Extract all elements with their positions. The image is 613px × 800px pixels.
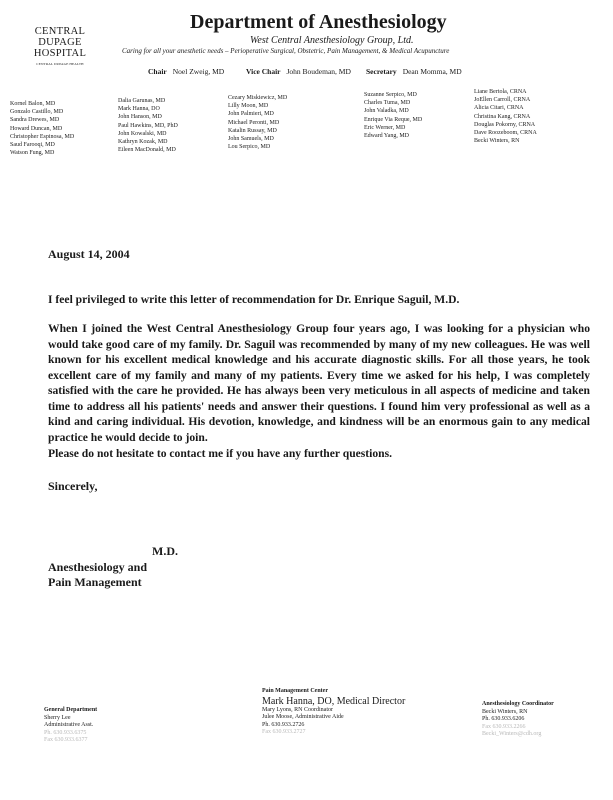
roster-column-5 bbox=[474, 88, 537, 145]
footer-pain-management bbox=[262, 688, 405, 737]
roster-name: Kathryn Kozak, MD bbox=[118, 139, 168, 146]
roster-name: Katalin Russay, MD bbox=[228, 127, 277, 134]
signature-department-line-1: Anesthesiology and bbox=[48, 560, 148, 574]
signature-department-line-2: Pain Management bbox=[48, 575, 142, 589]
roster-name: Dave Roozeboom, CRNA bbox=[474, 130, 537, 137]
group-name: West Central Anesthesiology Group, Ltd. bbox=[250, 35, 414, 46]
roster-name: Sandra Drewes, MD bbox=[10, 117, 60, 124]
footer-general-role: Administrative Asst. bbox=[44, 722, 94, 728]
roster-name: Michael Peronti, MD bbox=[228, 119, 280, 126]
logo-line-1: CENTRAL bbox=[34, 26, 86, 37]
roster-column-4 bbox=[364, 91, 422, 140]
department-title: Department of Anesthesiology bbox=[190, 11, 447, 33]
roster-name: John Palmieri, MD bbox=[228, 111, 274, 118]
body-paragraph: When I joined the West Central Anesthesiology Group four years ago, I was looking for a physician who would take good care of my family. Dr. Saguil was recommended by many of my new colleagues. He was well known for his excellent medical knowledge and his accurate diagnostic skills. For all those years, he took excellent care of my family and many of my patients. Every time we asked for his help, I was completely satisfied with the care he provided. He has always been very meticulous in all aspects of medicine and taken time to address all his patients' needs and answer their questions. I found him very professional as well as a kind and caring individual. His devotion, knowledge, and kindness will be an enormous gain to any medical practice he would decide to join. bbox=[48, 322, 590, 444]
hospital-logo bbox=[14, 26, 106, 67]
roster-name: Douglas Pokorny, CRNA bbox=[474, 121, 536, 128]
footer-anesthesia-fax: Fax 630.933.2266 bbox=[482, 723, 526, 730]
chair-label: Chair bbox=[148, 67, 167, 76]
footer-general-fax: Fax 630.933.6377 bbox=[44, 737, 88, 743]
roster-name: Eileen MacDonald, MD bbox=[118, 147, 176, 154]
signature-credential: M.D. bbox=[152, 544, 178, 558]
roster-name: Enrique Via Reque, MD bbox=[364, 116, 423, 123]
roster-name: Alicia Citari, CRNA bbox=[474, 105, 524, 112]
logo-tagline: CENTRAL DUPAGE HEALTH bbox=[36, 62, 84, 66]
roster-column-3 bbox=[228, 94, 287, 151]
footer-pain-heading: Pain Management Center bbox=[262, 688, 328, 694]
chair-entry bbox=[148, 67, 224, 76]
footer-general-department bbox=[44, 707, 97, 745]
roster-name: Becki Winters, RN bbox=[474, 138, 520, 145]
footer-anesthesia-email: Becki_Winters@cdh.org bbox=[482, 731, 542, 737]
roster-name: Cezary Miskiewicz, MD bbox=[228, 95, 288, 101]
letter-date: August 14, 2004 bbox=[48, 247, 130, 261]
contact-paragraph: Please do not hesitate to contact me if you have any further questions. bbox=[48, 447, 393, 460]
vice-chair-label: Vice Chair bbox=[246, 67, 281, 76]
roster-name: Charles Tuma, MD bbox=[364, 100, 411, 107]
vice-chair-entry bbox=[246, 67, 351, 76]
footer-pain-phone: Ph. 630.933.2726 bbox=[262, 721, 305, 728]
roster-name: John Samuels, MD bbox=[228, 136, 274, 143]
roster-name: Dalia Garunas, MD bbox=[118, 98, 166, 104]
footer-general-heading: General Department bbox=[44, 707, 98, 713]
roster-column-2 bbox=[118, 97, 178, 154]
footer-pain-director: Mark Hanna, DO, Medical Director bbox=[262, 695, 406, 707]
roster-name: Kornel Balon, MD bbox=[10, 101, 56, 107]
roster-name: JoEllen Carroll, CRNA bbox=[474, 97, 531, 104]
footer-general-name: Sherry Lee bbox=[44, 714, 71, 721]
roster-name: John Hanson, MD bbox=[118, 114, 162, 121]
footer-pain-aide: Julee Moose, Administrative Aide bbox=[262, 714, 344, 720]
chair-name: Noel Zweig, MD bbox=[172, 67, 225, 76]
footer-anesthesiology-coordinator bbox=[482, 701, 554, 739]
roster-name: Lilly Moon, MD bbox=[228, 103, 269, 110]
services-tagline: Caring for all your anesthetic needs – Perioperative Surgical, Obstetric, Pain Management, & Medical Acupuncture bbox=[122, 47, 450, 55]
roster-name: Suzanne Serpico, MD bbox=[364, 92, 417, 98]
roster-name: John Kowalski, MD bbox=[118, 130, 167, 137]
footer-anesthesia-heading: Anesthesiology Coordinator bbox=[482, 701, 554, 707]
logo-line-3: HOSPITAL bbox=[33, 48, 87, 59]
closing: Sincerely, bbox=[48, 479, 98, 493]
roster-name: Edward Yang, MD bbox=[364, 133, 409, 140]
roster-name: Watson Fung, MD bbox=[10, 150, 55, 157]
roster-name: Eric Werner, MD bbox=[364, 124, 406, 131]
secretary-entry bbox=[366, 67, 462, 76]
roster-name: Mark Hanna, DO bbox=[118, 106, 160, 113]
roster-column-1 bbox=[10, 100, 74, 157]
roster-name: Paul Hawkins, MD, PhD bbox=[118, 122, 178, 129]
roster-name: Christopher Espinosa, MD bbox=[10, 133, 75, 140]
opening-paragraph: I feel privileged to write this letter of recommendation for Dr. Enrique Saguil, M.D. bbox=[48, 293, 460, 306]
footer-anesthesia-phone: Ph. 630.933.6206 bbox=[482, 716, 525, 722]
roster-name: Saud Farooqi, MD bbox=[10, 142, 55, 149]
roster-name: Lou Serpico, MD bbox=[228, 144, 271, 151]
secretary-label: Secretary bbox=[366, 67, 397, 76]
roster-name: Howard Duncan, MD bbox=[10, 125, 63, 132]
roster-name: Liane Bertola, CRNA bbox=[474, 89, 527, 95]
roster-name: Gonzalo Castillo, MD bbox=[10, 109, 64, 116]
vice-chair-name: John Boudeman, MD bbox=[286, 67, 351, 76]
footer-general-phone: Ph. 630.933.6375 bbox=[44, 729, 87, 736]
footer-anesthesia-name: Becki Winters, RN bbox=[482, 708, 528, 715]
footer-pain-fax: Fax 630.933.2727 bbox=[262, 729, 306, 735]
secretary-name: Dean Momma, MD bbox=[402, 67, 462, 76]
footer-pain-coordinator: Mary Lyons, RN Coordinator bbox=[262, 706, 333, 713]
logo-line-2: DUPAGE bbox=[38, 37, 82, 48]
roster-name: John Valadka, MD bbox=[364, 108, 409, 115]
roster-name: Christina Kang, CRNA bbox=[474, 113, 531, 120]
